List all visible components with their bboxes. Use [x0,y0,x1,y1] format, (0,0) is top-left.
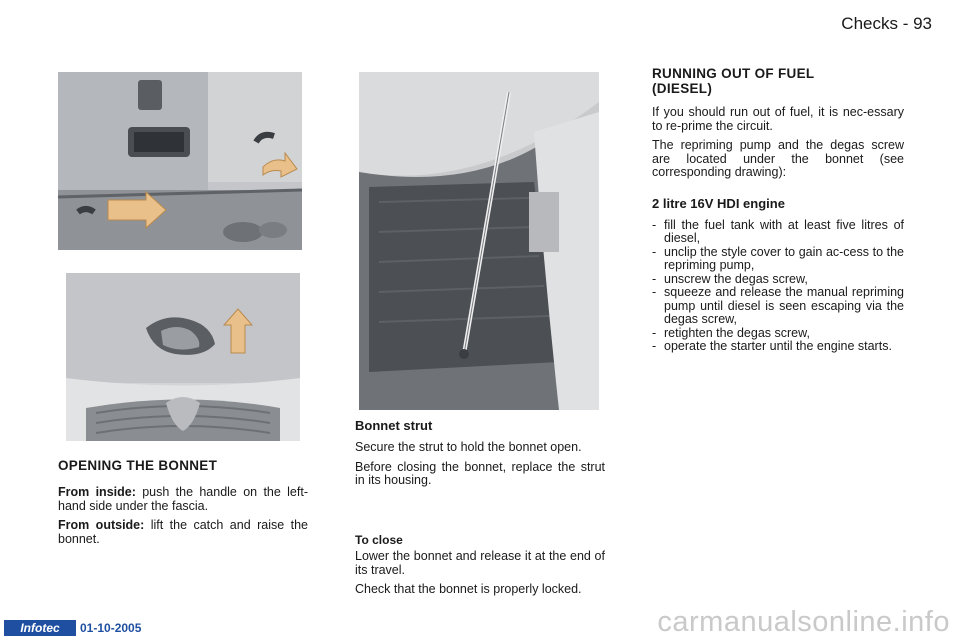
list-item: - operate the starter until the engine starts. [652,340,904,354]
opening-section [58,458,308,552]
close-section [355,533,605,603]
inside-label: From inside: [58,485,136,499]
infotec-logo: Infotec [4,620,76,636]
strut-paragraph-2: Before closing the bonnet, replace the strut in its housing. [355,459,605,487]
list-item: - squeeze and release the manual repriming pump until diesel is seen escaping via the degas screw, [652,286,904,327]
fuel-paragraph-1: If you should run out of fuel, it is nec-essary to re-prime the circuit. [652,105,904,133]
page-header: Checks - 93 [841,14,932,33]
fuel-section [652,66,904,354]
inside-paragraph [58,486,308,513]
interior-release-photo [58,72,302,250]
list-item: - unclip the style cover to gain ac-cess to the repriming pump, [652,246,904,273]
bonnet-strut-photo [359,72,599,410]
list-item: - fill the fuel tank with at least five litres of diesel, [652,219,904,246]
engine-title: 2 litre 16V HDI engine [652,195,785,211]
fuel-title-line-1: RUNNING OUT OF FUEL [652,66,815,81]
close-paragraph-1: Lower the bonnet and release it at the end of its travel. [355,549,605,577]
exterior-catch-photo [66,273,300,441]
fuel-title-line-2: (DIESEL) [652,81,713,96]
strut-section [355,418,605,494]
close-title: To close [355,533,403,547]
watermark: carmanualsonline.info [657,606,950,638]
outside-paragraph [58,519,308,546]
strut-title: Bonnet strut [355,418,433,433]
footer-date: 01-10-2005 [80,621,142,635]
list-item: - retighten the degas screw, [652,327,904,341]
fuel-paragraph-2: The repriming pump and the degas screw are located under the bonnet (see corresponding drawing): [652,138,904,179]
inside-text: push the handle on the left-hand side under the fascia. [58,485,308,513]
reprime-steps [652,219,904,354]
outside-label: From outside: [58,518,145,532]
outside-text: lift the catch and raise the bonnet. [58,518,308,546]
strut-paragraph-1: Secure the strut to hold the bonnet open. [355,440,582,454]
close-paragraph-2: Check that the bonnet is properly locked. [355,582,582,596]
opening-title: OPENING THE BONNET [58,458,218,473]
list-item: - unscrew the degas screw, [652,273,904,287]
